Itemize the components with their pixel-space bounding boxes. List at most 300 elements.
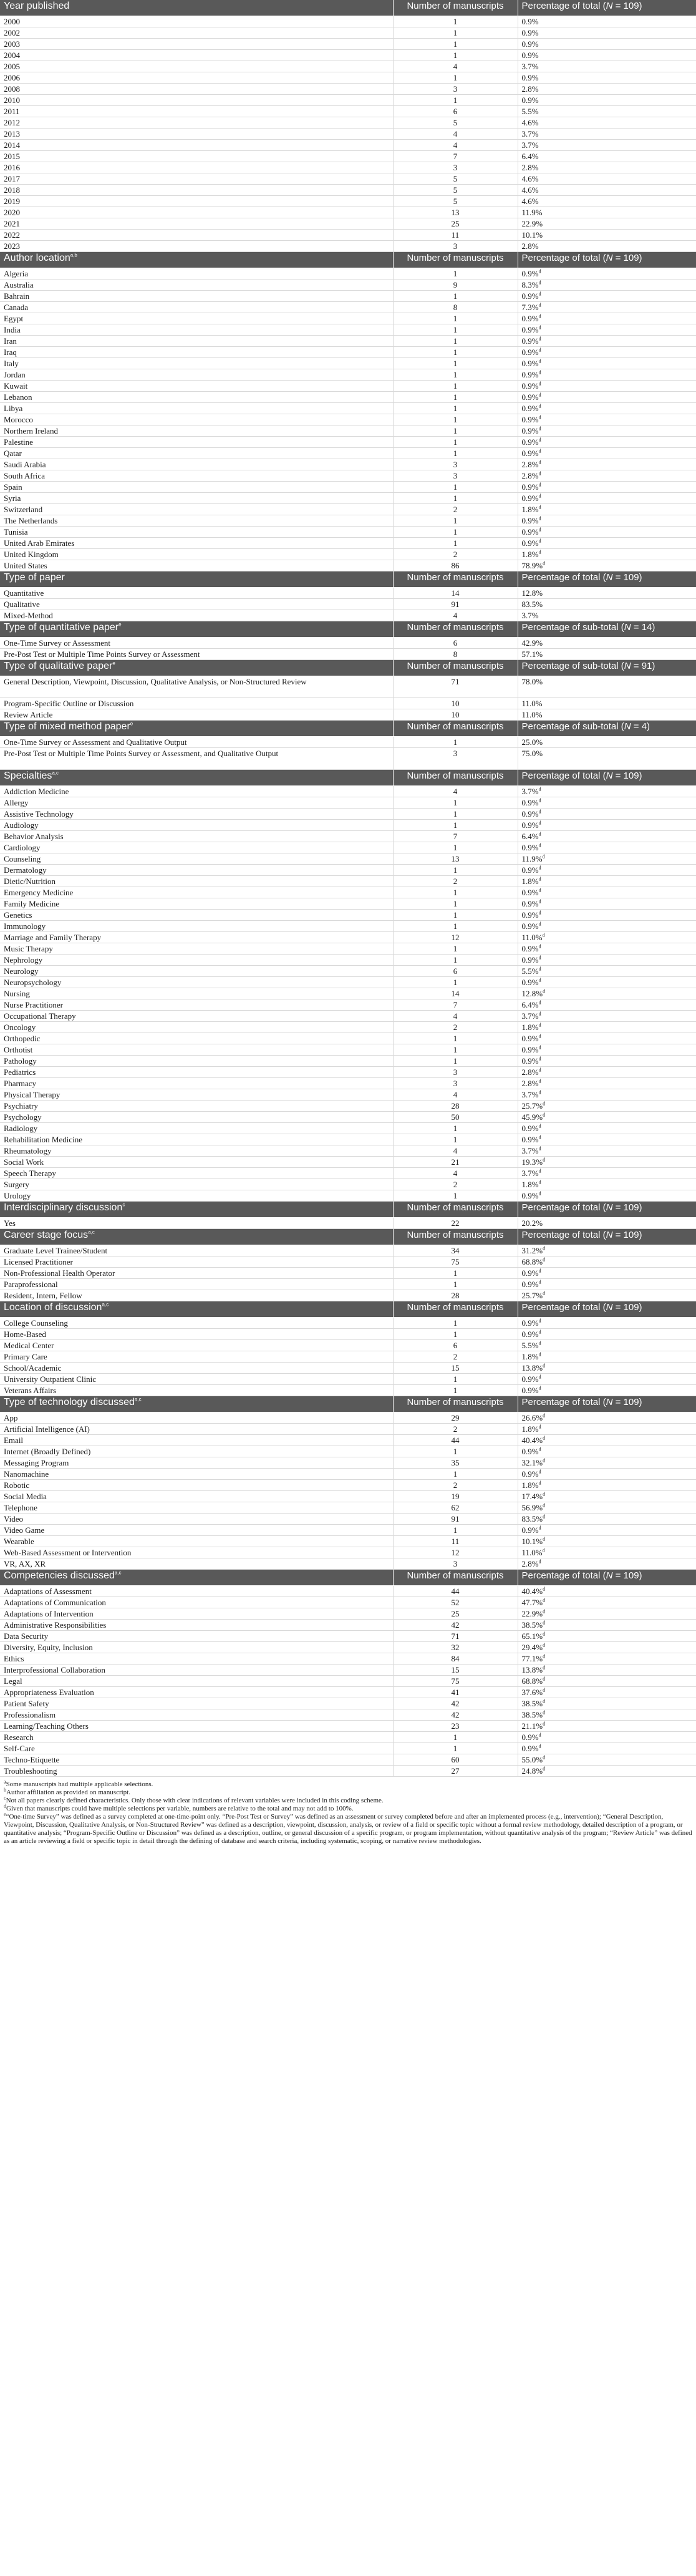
row-label: 2018 [0,185,393,196]
row-count: 3 [393,1078,518,1089]
percentage-value: 40.4% [521,1436,543,1445]
row-count: 1 [393,820,518,831]
row-count: 1 [393,977,518,988]
row-count: 4 [393,1168,518,1179]
row-percentage [518,977,696,988]
row-count: 1 [393,313,518,324]
table-row [0,1363,696,1374]
percentage-label: Percentage of total ( [521,572,606,583]
percentage-value: 45.9% [521,1112,543,1122]
footnote-mark: d [538,809,541,815]
row-percentage [518,1318,696,1329]
table-row [0,1056,696,1067]
section-title-footnote-mark: e [130,721,133,727]
footnote-mark: d [538,1329,541,1335]
percentage-value: 83.5% [521,600,543,609]
row-label: United Kingdom [0,549,393,560]
percentage-value: 25.7% [521,1291,543,1300]
table-row [0,1514,696,1525]
row-percentage [518,1268,696,1279]
row-count: 2 [393,1022,518,1033]
section-title-text: Type of paper [4,572,65,583]
row-count: 25 [393,1608,518,1620]
row-label: 2014 [0,140,393,151]
section-header-row [0,252,696,268]
row-label: Assistive Technology [0,809,393,820]
row-percentage [518,1101,696,1112]
percentage-value: 0.9% [521,359,539,368]
percentage-value: 0.9% [521,39,539,49]
percentage-value: 2.8% [521,460,539,469]
n-total: = 109) [612,1570,642,1581]
percentage-value: 12.8% [521,989,543,998]
percentage-value: 0.9% [521,404,539,413]
row-count: 1 [393,27,518,39]
row-percentage [518,140,696,151]
row-count: 12 [393,932,518,943]
row-label: Psychiatry [0,1101,393,1112]
footnote-mark: d [538,1145,541,1152]
row-label: Graduate Level Trainee/Student [0,1245,393,1256]
percentage-value: 0.9% [521,955,539,965]
table-row [0,1044,696,1056]
row-label: Qatar [0,448,393,459]
row-percentage [518,173,696,185]
row-count: 1 [393,72,518,84]
percentage-value: 0.9% [521,1280,539,1289]
n-symbol: N [624,622,631,633]
row-count: 5 [393,185,518,196]
section-header-row [0,721,696,737]
footnote-mark: d [538,1078,541,1084]
row-percentage [518,1743,696,1754]
footnote-mark: d [538,1168,541,1174]
row-label: Messaging Program [0,1457,393,1469]
row-percentage [518,1022,696,1033]
section-title-text: Type of qualitative paper [4,661,113,671]
row-count: 1 [393,39,518,50]
table-row [0,1480,696,1491]
footnote-mark: d [538,369,541,376]
footnote-mark: d [538,527,541,533]
percentage-value: 1.8% [521,1424,539,1434]
footnote-mark: d [538,1179,541,1185]
row-label: Jordan [0,369,393,381]
table-row [0,279,696,291]
row-label: Audiology [0,820,393,831]
table-row [0,196,696,207]
row-label: Pharmacy [0,1078,393,1089]
row-percentage [518,403,696,414]
table-row [0,72,696,84]
row-label: Family Medicine [0,898,393,910]
row-label: Robotic [0,1480,393,1491]
table-row [0,1653,696,1665]
row-label: Program-Specific Outline or Discussion [0,698,393,709]
footnote-mark: d [538,470,541,477]
n-total: = 109) [612,1,642,11]
row-label: 2002 [0,27,393,39]
row-percentage [518,676,696,698]
row-label: 2013 [0,129,393,140]
percentage-value: 11.0% [521,933,543,942]
row-percentage [518,1446,696,1457]
row-percentage [518,1351,696,1363]
row-label: Email [0,1435,393,1446]
n-total: = 109) [612,572,642,583]
table-row [0,898,696,910]
percentage-label: Percentage of total ( [521,1202,606,1213]
row-label: Non-Professional Health Operator [0,1268,393,1279]
row-percentage [518,279,696,291]
footnote-mark: d [543,1412,546,1419]
n-symbol: N [606,1302,613,1313]
row-percentage [518,955,696,966]
table-row [0,336,696,347]
section-header-row [0,1229,696,1245]
table-row [0,482,696,493]
footnote-mark: d [538,1022,541,1028]
row-count: 1 [393,16,518,27]
section-title-footnote-mark: a,c [134,1396,142,1402]
row-count: 15 [393,1665,518,1676]
footnote-text: Given that manuscripts could have multiple selections per variable, numbers are relative to the total and may not add to 100%. [6,1805,354,1812]
percentage-value: 13.8% [521,1363,543,1373]
percentage-value: 68.8% [521,1676,543,1686]
row-percentage [518,1033,696,1044]
percentage-value: 3.7% [521,1011,539,1021]
row-percentage [518,1424,696,1435]
row-count: 3 [393,1067,518,1078]
row-label: Northern Ireland [0,425,393,437]
row-count: 1 [393,898,518,910]
percentage-value: 3.7% [521,611,539,620]
column-header-percentage [518,1301,696,1318]
column-header-percentage [518,571,696,588]
section-header-row [0,1396,696,1412]
row-label: Surgery [0,1179,393,1190]
table-row [0,241,696,252]
column-header-count: Number of manuscripts [393,721,518,737]
percentage-value: 0.9% [521,426,539,435]
percentage-value: 0.9% [521,381,539,391]
footnote-mark: d [543,1586,546,1592]
footnote-mark: d [543,1687,546,1693]
row-percentage [518,599,696,610]
row-count: 4 [393,140,518,151]
row-percentage [518,1279,696,1290]
footnote-mark: d [538,381,541,387]
footnote-mark: d [538,842,541,848]
row-label: Orthotist [0,1044,393,1056]
footnote-mark: d [543,1536,546,1542]
row-percentage [518,1218,696,1229]
row-percentage [518,797,696,809]
row-count: 1 [393,1743,518,1754]
row-label: Marriage and Family Therapy [0,932,393,943]
row-label: 2004 [0,50,393,61]
footnote-mark: d [543,1766,546,1772]
column-header-percentage [518,1202,696,1218]
table-row [0,876,696,887]
section-title-text: Type of technology discussed [4,1397,135,1407]
row-label: 2015 [0,151,393,162]
section-title [0,0,393,16]
percentage-value: 2.8% [521,1067,539,1077]
row-label: Self-Care [0,1743,393,1754]
percentage-value: 0.9% [521,888,539,897]
footnote-mark: d [538,425,541,432]
table-row [0,403,696,414]
section-title [0,1202,393,1218]
row-label: 2006 [0,72,393,84]
percentage-label: Percentage of total ( [521,1230,606,1240]
row-percentage [518,1363,696,1374]
row-label: Learning/Teaching Others [0,1721,393,1732]
row-label: Saudi Arabia [0,459,393,470]
row-label: Medical Center [0,1340,393,1351]
row-count: 1 [393,50,518,61]
percentage-value: 55.0% [521,1755,543,1764]
footnote-mark: d [543,1676,546,1682]
column-header-count: Number of manuscripts [393,660,518,676]
percentage-value: 77.1% [521,1654,543,1663]
row-count: 1 [393,515,518,527]
row-label: Libya [0,403,393,414]
percentage-value: 0.9% [521,493,539,503]
section-title-footnote-mark: e [112,660,115,666]
row-label: India [0,324,393,336]
footnote-mark: d [538,482,541,488]
row-count: 1 [393,369,518,381]
percentage-value: 2.8% [521,471,539,480]
footnote-mark: d [538,1190,541,1197]
row-label: Social Work [0,1157,393,1168]
footnote-mark: d [538,898,541,905]
row-percentage [518,117,696,129]
row-count: 1 [393,1385,518,1396]
column-header-percentage [518,1229,696,1245]
percentage-value: 0.9% [521,798,539,807]
percentage-value: 0.9% [521,944,539,953]
row-count: 4 [393,610,518,621]
footnote-mark: d [538,921,541,927]
row-percentage [518,1256,696,1268]
row-percentage [518,392,696,403]
n-symbol: N [606,1,613,11]
footnote-marker: b [4,1787,6,1793]
row-label: Genetics [0,910,393,921]
percentage-label: Percentage of total ( [521,1397,606,1407]
row-count: 6 [393,638,518,649]
percentage-value: 13.8% [521,1665,543,1674]
percentage-value: 56.9% [521,1503,543,1512]
row-label: Egypt [0,313,393,324]
table-row [0,1446,696,1457]
footnote-mark: d [543,560,546,566]
percentage-value: 1.8% [521,1180,539,1189]
table-row [0,493,696,504]
footnote-mark: d [538,1011,541,1017]
column-header-count: Number of manuscripts [393,1229,518,1245]
row-percentage [518,39,696,50]
footnote-mark: d [538,358,541,364]
row-count: 35 [393,1457,518,1469]
row-percentage [518,302,696,313]
row-label: 2017 [0,173,393,185]
row-count: 1 [393,291,518,302]
footnote-mark: d [543,1754,546,1761]
table-row [0,610,696,621]
row-label: Licensed Practitioner [0,1256,393,1268]
table-row [0,1318,696,1329]
footnote-mark: d [538,943,541,950]
row-percentage [518,1676,696,1687]
n-total: = 14) [631,622,655,633]
table-row [0,230,696,241]
row-count: 2 [393,1179,518,1190]
row-count: 44 [393,1586,518,1597]
row-count: 1 [393,425,518,437]
percentage-value: 2.8% [521,241,539,251]
section-title [0,621,393,638]
table-row [0,313,696,324]
percentage-label: Percentage of total ( [521,1,606,11]
section-title-footnote-mark: a,b [70,252,77,258]
row-count: 1 [393,887,518,898]
row-count: 3 [393,84,518,95]
row-label: Diversity, Equity, Inclusion [0,1642,393,1653]
row-percentage [518,1547,696,1558]
row-label: 2021 [0,218,393,230]
percentage-value: 75.0% [521,749,543,758]
table-row [0,1620,696,1631]
row-label: Video Game [0,1525,393,1536]
row-count: 6 [393,966,518,977]
row-label: General Description, Viewpoint, Discussion, Qualitative Analysis, or Non-Structured Review [0,676,393,698]
row-label: Adaptations of Communication [0,1597,393,1608]
footnote-mark: d [538,910,541,916]
table-row [0,1374,696,1385]
row-count: 11 [393,230,518,241]
table-row [0,676,696,698]
row-count: 1 [393,358,518,369]
footnote-mark: d [538,797,541,804]
row-label: Veterans Affairs [0,1385,393,1396]
percentage-value: 0.9% [521,1124,539,1133]
row-label: Quantitative [0,588,393,599]
table-row [0,638,696,649]
percentage-label: Percentage of total ( [521,253,606,263]
percentage-value: 0.9% [521,1447,539,1456]
table-row [0,302,696,313]
row-count: 1 [393,1056,518,1067]
row-count: 2 [393,876,518,887]
percentage-value: 0.9% [521,437,539,447]
percentage-value: 12.8% [521,588,543,598]
row-count: 5 [393,117,518,129]
row-percentage [518,1412,696,1424]
row-label: Administrative Responsibilities [0,1620,393,1631]
percentage-value: 0.9% [521,73,539,82]
row-count: 8 [393,649,518,660]
row-percentage [518,820,696,831]
percentage-value: 0.9% [521,1329,539,1339]
percentage-value: 8.3% [521,280,539,289]
row-label: Telephone [0,1502,393,1514]
percentage-value: 0.9% [521,336,539,346]
row-percentage [518,470,696,482]
table-row [0,1268,696,1279]
row-percentage [518,268,696,279]
footnote-mark: d [538,268,541,275]
percentage-value: 37.6% [521,1688,543,1697]
footnote-mark: d [538,279,541,286]
row-label: 2020 [0,207,393,218]
row-percentage [518,1457,696,1469]
percentage-value: 11.0% [521,710,543,719]
row-percentage [518,638,696,649]
table-row [0,1754,696,1766]
row-percentage [518,1502,696,1514]
footnote [4,1789,692,1797]
section-header-row [0,621,696,638]
row-percentage [518,842,696,853]
row-label: Troubleshooting [0,1766,393,1777]
percentage-value: 3.7% [521,140,539,150]
row-label: Physical Therapy [0,1089,393,1101]
row-count: 1 [393,1374,518,1385]
percentage-value: 1.8% [521,1480,539,1490]
row-count: 1 [393,1318,518,1329]
footnote [4,1797,692,1805]
row-count: 1 [393,414,518,425]
table-row [0,737,696,748]
section-header-row [0,1570,696,1586]
row-percentage [518,129,696,140]
section-title-footnote-mark: a,c [88,1229,95,1235]
row-label: Radiology [0,1123,393,1134]
row-percentage [518,999,696,1011]
row-count: 13 [393,853,518,865]
row-percentage [518,898,696,910]
percentage-label: Percentage of sub-total ( [521,721,624,732]
row-label: Rehabilitation Medicine [0,1134,393,1145]
n-total: = 109) [612,1202,642,1213]
row-count: 4 [393,1145,518,1157]
row-percentage [518,831,696,842]
row-percentage [518,1123,696,1134]
footnote-mark: d [543,1597,546,1603]
section-title-footnote-mark: c [122,1202,125,1208]
percentage-value: 11.0% [521,699,543,708]
table-row [0,1698,696,1709]
footnote-mark: d [543,1665,546,1671]
footnote-mark: d [538,1268,541,1274]
table-row [0,1457,696,1469]
row-percentage [518,381,696,392]
row-label: Neurology [0,966,393,977]
footnote-mark: d [538,1732,541,1738]
row-label: Cardiology [0,842,393,853]
row-label: Data Security [0,1631,393,1642]
row-label: 2005 [0,61,393,72]
row-label: Counseling [0,853,393,865]
row-count: 1 [393,403,518,414]
table-row [0,1340,696,1351]
footnote [4,1805,692,1813]
footnote-mark: d [543,1721,546,1727]
